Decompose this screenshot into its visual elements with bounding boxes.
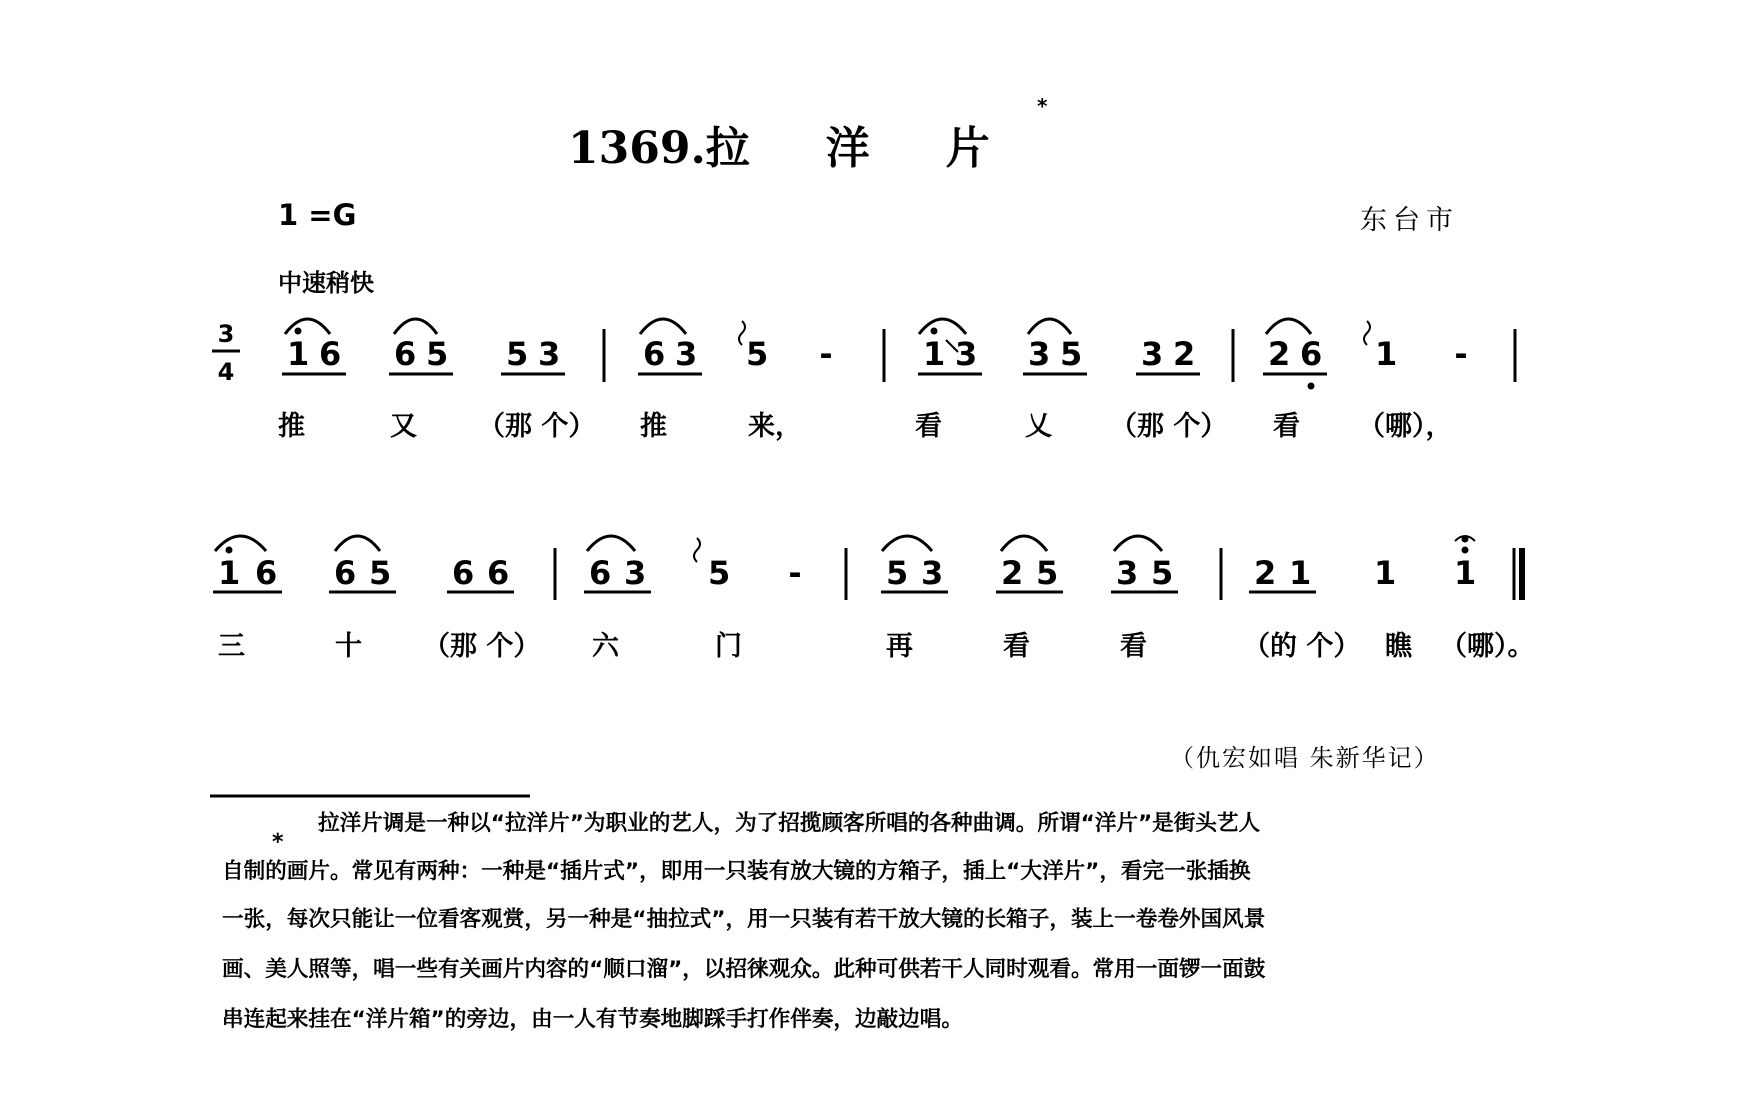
lyric-word: 推 (278, 411, 305, 442)
note: 6 (394, 335, 417, 373)
note: 2 (1173, 335, 1196, 373)
slur-arc (215, 536, 266, 551)
lyric-word: 三 (218, 631, 245, 662)
title-char: 片 (945, 123, 990, 174)
lyric-word: 看 (1003, 631, 1030, 662)
note: 3 (1028, 335, 1051, 373)
lyric-word: 瞧 (1385, 631, 1412, 662)
note: 2 (1001, 554, 1024, 592)
slide-mark (946, 340, 958, 352)
note: 6 (589, 554, 612, 592)
title-char: 洋 (825, 123, 870, 174)
note: 3 (1141, 335, 1164, 373)
note: 5 (1060, 335, 1083, 373)
lyric-word: 看 (915, 411, 942, 442)
note: 1 (923, 335, 946, 373)
slur-arc (640, 319, 686, 334)
octave-dot (1462, 536, 1469, 543)
octave-dot (1462, 547, 1469, 554)
slur-arc (1028, 319, 1071, 334)
note: 1 (287, 335, 310, 373)
octave-dot (226, 547, 233, 554)
note: 3 (955, 335, 978, 373)
lyric-word: （那 个） (1110, 411, 1228, 442)
time-signature-bottom: 4 (217, 358, 235, 386)
grace-mark (694, 538, 700, 562)
grace-mark (1364, 321, 1370, 345)
note: 5 (746, 335, 769, 373)
note: 5 (1151, 554, 1174, 592)
slur-arc (285, 319, 330, 334)
note: 6 (334, 554, 357, 592)
tempo-marking: 中速稍快 (278, 269, 374, 297)
note: 3 (675, 335, 698, 373)
lyric-word: 六 (592, 631, 619, 662)
note: 6 (643, 335, 666, 373)
lyric-word: （哪）。 (1440, 631, 1535, 662)
lyric-word: 再 (886, 631, 913, 662)
lyric-word: 来， (748, 411, 802, 442)
footnote-line: 画、美人照等，唱一些有关画片内容的“顺口溜”，以招徕观众。此种可供若干人同时观看。常用一面锣一面鼓 (222, 957, 1266, 982)
time-signature-top: 3 (217, 320, 235, 348)
lyric-word: 乂 (1025, 411, 1052, 442)
note: - (819, 335, 833, 373)
slur-arc (394, 319, 437, 334)
note: - (1454, 335, 1468, 373)
note: 3 (538, 335, 561, 373)
lyric-word: （哪）， (1358, 411, 1453, 442)
song-number: 1369. (568, 123, 706, 174)
region-label: 东台市 (1360, 205, 1459, 236)
footnote-star: * (272, 830, 284, 855)
lyric-word: 十 (335, 631, 362, 662)
footnote-line: 一张，每次只能让一位看客观赏，另一种是“抽拉式”，用一只装有若干放大镜的长箱子，装上一卷卷外国风景 (222, 907, 1266, 932)
slur-arc (882, 536, 932, 551)
note: 5 (708, 554, 731, 592)
footnote-line: 自制的画片。常见有两种：一种是“插片式”，即用一只装有放大镜的方箱子，插上“大洋片”，看完一张插换 (222, 859, 1251, 884)
footnote-line: 串连起来挂在“洋片箱”的旁边，由一人有节奏地脚踩手打作伴奏，边敲边唱。 (222, 1007, 963, 1032)
lyric-word: （那 个） (478, 411, 596, 442)
slur-arc (919, 319, 966, 334)
slur-arc (1114, 536, 1162, 551)
title-char: 拉 (705, 123, 750, 174)
note: 6 (452, 554, 475, 592)
footnote-line: 拉洋片调是一种以“拉洋片”为职业的艺人，为了招揽顾客所唱的各种曲调。所谓“洋片”是街头艺人 (318, 811, 1261, 836)
note: 5 (1036, 554, 1059, 592)
key-signature: 1 =G (278, 198, 357, 232)
slur-arc (587, 536, 635, 551)
lyric-word: 推 (640, 411, 667, 442)
lyric-word: 看 (1120, 631, 1147, 662)
lyric-word: （那 个） (423, 631, 541, 662)
note: 3 (921, 554, 944, 592)
octave-dot (931, 328, 938, 335)
note: 2 (1268, 335, 1291, 373)
slur-arc (1001, 536, 1047, 551)
lyric-word: 又 (390, 411, 417, 442)
note: 3 (1116, 554, 1139, 592)
slur-arc (335, 536, 380, 551)
note: 6 (487, 554, 510, 592)
note: 5 (369, 554, 392, 592)
note: 6 (1300, 335, 1323, 373)
note: 1 (1454, 554, 1477, 592)
lyric-word: 门 (715, 631, 742, 662)
performer-credit: （仇宏如唱 朱新华记） (1170, 744, 1440, 772)
note: 1 (1375, 335, 1398, 373)
note: 2 (1254, 554, 1277, 592)
lyric-word: 看 (1273, 411, 1300, 442)
slur-arc (1266, 319, 1311, 334)
grace-mark (739, 321, 745, 345)
octave-dot (1308, 383, 1315, 390)
note: 1 (218, 554, 241, 592)
title-footnote-mark: * (1037, 94, 1048, 118)
lyric-word: （的 个） (1243, 631, 1361, 662)
note: 1 (1374, 554, 1397, 592)
note: 5 (426, 335, 449, 373)
note: - (788, 554, 802, 592)
note: 5 (506, 335, 529, 373)
note: 3 (624, 554, 647, 592)
octave-dot (295, 328, 302, 335)
note: 6 (255, 554, 278, 592)
note: 6 (319, 335, 342, 373)
note: 5 (886, 554, 909, 592)
note: 1 (1289, 554, 1312, 592)
